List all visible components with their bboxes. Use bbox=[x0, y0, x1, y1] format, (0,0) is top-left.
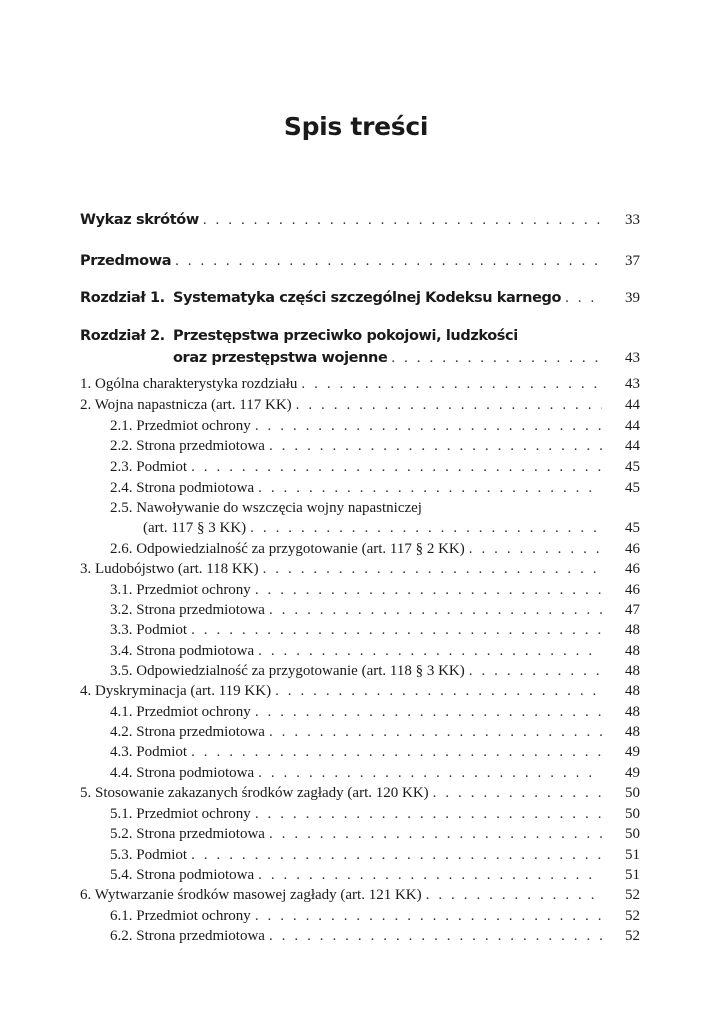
toc-entry-page: 52 bbox=[625, 887, 640, 903]
leader-dots bbox=[258, 643, 602, 660]
leader-dots bbox=[255, 582, 602, 599]
toc-entry-page: 47 bbox=[625, 602, 640, 618]
toc-entry-page: 48 bbox=[625, 622, 640, 638]
leader-dots bbox=[255, 908, 602, 925]
leader-dots bbox=[565, 290, 602, 307]
leader-dots bbox=[426, 887, 602, 904]
leader-dots bbox=[258, 867, 602, 884]
toc-entry-label: 4.1. Przedmiot ochrony bbox=[110, 704, 251, 720]
toc-entry-przedmowa[interactable] bbox=[80, 253, 640, 270]
toc-entry-label: Wykaz skrótów bbox=[80, 212, 199, 228]
toc-entry-label: 2.2. Strona przedmiotowa bbox=[110, 438, 265, 454]
toc-entry-page: 46 bbox=[625, 541, 640, 557]
leader-dots bbox=[203, 212, 602, 229]
toc-entry-page: 45 bbox=[625, 459, 640, 475]
leader-dots bbox=[191, 744, 602, 761]
toc-entry[interactable] bbox=[110, 867, 640, 884]
leader-dots bbox=[275, 683, 602, 700]
leader-dots bbox=[250, 520, 602, 537]
toc-entry-label: 5.3. Podmiot bbox=[110, 847, 188, 863]
toc-entry[interactable] bbox=[143, 520, 640, 537]
toc-entry-label: 5.2. Strona przedmiotowa bbox=[110, 826, 265, 842]
toc-entry-page: 46 bbox=[625, 561, 640, 577]
toc-entry[interactable] bbox=[110, 806, 640, 823]
toc-entry-label: 3.3. Podmiot bbox=[110, 622, 188, 638]
toc-entry[interactable] bbox=[110, 826, 640, 843]
toc-entry-page: 44 bbox=[625, 438, 640, 454]
toc-entry-label: 4.4. Strona podmiotowa bbox=[110, 765, 255, 781]
toc-entry[interactable] bbox=[110, 643, 640, 660]
leader-dots bbox=[269, 602, 602, 619]
chapter-number: Rozdział 2. bbox=[80, 328, 165, 344]
toc-entry[interactable] bbox=[80, 397, 640, 414]
leader-dots bbox=[469, 541, 602, 558]
toc-entry-label: 3.4. Strona podmiotowa bbox=[110, 643, 255, 659]
toc-entry-page: 45 bbox=[625, 480, 640, 496]
toc-entry-rozdzial-2[interactable] bbox=[80, 328, 640, 344]
leader-dots bbox=[255, 704, 602, 721]
toc-entry-page: 52 bbox=[625, 928, 640, 944]
page-title: Spis treści bbox=[283, 112, 429, 141]
toc-entry-page: 44 bbox=[625, 397, 640, 413]
toc-entry-label: 2.1. Przedmiot ochrony bbox=[110, 418, 251, 434]
toc-entry-page: 48 bbox=[625, 683, 640, 699]
toc-entry[interactable] bbox=[80, 785, 640, 802]
toc-entry-page: 33 bbox=[625, 212, 640, 228]
toc-entry-page: 44 bbox=[625, 418, 640, 434]
toc-entry-label: 3.2. Strona przedmiotowa bbox=[110, 602, 265, 618]
toc-entry[interactable] bbox=[110, 663, 640, 680]
toc-entry[interactable] bbox=[110, 928, 640, 945]
toc-entry[interactable] bbox=[110, 744, 640, 761]
toc-entry-label: 4.3. Podmiot bbox=[110, 744, 188, 760]
toc-entry-label: 2.6. Odpowiedzialność za przygotowanie (art. 117 § 2 KK) bbox=[110, 541, 465, 557]
leader-dots bbox=[258, 480, 602, 497]
toc-entry-label: 2.3. Podmiot bbox=[110, 459, 188, 475]
toc-entry-page: 37 bbox=[625, 253, 640, 269]
toc-entry[interactable] bbox=[110, 438, 640, 455]
toc-entry-rozdzial-2-cont[interactable] bbox=[173, 350, 640, 367]
toc-entry-page: 48 bbox=[625, 704, 640, 720]
leader-dots bbox=[269, 724, 602, 741]
toc-entry-page: 48 bbox=[625, 643, 640, 659]
toc-entry-label: 2.4. Strona podmiotowa bbox=[110, 480, 255, 496]
toc-entry-page: 49 bbox=[625, 744, 640, 760]
leader-dots bbox=[175, 253, 602, 270]
toc-entry-page: 46 bbox=[625, 582, 640, 598]
leader-dots bbox=[433, 785, 602, 802]
toc-entry[interactable] bbox=[110, 847, 640, 864]
toc-entry-label: 3.1. Przedmiot ochrony bbox=[110, 582, 251, 598]
toc-entry[interactable] bbox=[110, 418, 640, 435]
toc-entry-page: 50 bbox=[625, 806, 640, 822]
toc-entry-label: 2. Wojna napastnicza (art. 117 KK) bbox=[80, 397, 292, 413]
toc-entry-label: 5.4. Strona podmiotowa bbox=[110, 867, 255, 883]
toc-entry-label: 1. Ogólna charakterystyka rozdziału bbox=[80, 376, 298, 392]
leader-dots bbox=[391, 350, 602, 367]
leader-dots bbox=[269, 826, 602, 843]
toc-entry[interactable] bbox=[110, 459, 640, 476]
toc-entry[interactable] bbox=[110, 765, 640, 782]
toc-entry[interactable] bbox=[110, 704, 640, 721]
leader-dots bbox=[301, 376, 602, 393]
toc-entry[interactable] bbox=[80, 561, 640, 578]
toc-entry-label: 5. Stosowanie zakazanych środków zagłady (art. 120 KK) bbox=[80, 785, 429, 801]
leader-dots bbox=[269, 438, 602, 455]
leader-dots bbox=[269, 928, 602, 945]
toc-entry-label: 4. Dyskryminacja (art. 119 KK) bbox=[80, 683, 272, 699]
toc-entry-label: 2.5. Nawoływanie do wszczęcia wojny napastniczej bbox=[110, 500, 422, 516]
toc-entry-label: 4.2. Strona przedmiotowa bbox=[110, 724, 265, 740]
toc-entry[interactable] bbox=[110, 541, 640, 558]
toc-entry-label: 6.2. Strona przedmiotowa bbox=[110, 928, 265, 944]
toc-entry-wykaz[interactable] bbox=[80, 212, 640, 229]
toc-entry-label: 5.1. Przedmiot ochrony bbox=[110, 806, 251, 822]
toc-entry-page: 48 bbox=[625, 663, 640, 679]
toc-entry-label: Przedmowa bbox=[80, 253, 172, 269]
leader-dots bbox=[191, 622, 602, 639]
toc-entry-page: 52 bbox=[625, 908, 640, 924]
toc-entry-page: 49 bbox=[625, 765, 640, 781]
chapter-number: Rozdział 1. bbox=[80, 290, 165, 306]
toc-entry-page: 51 bbox=[625, 847, 640, 863]
chapter-title-line2: oraz przestępstwa wojenne bbox=[173, 350, 388, 366]
leader-dots bbox=[191, 847, 602, 864]
toc-entry-label: (art. 117 § 3 KK) bbox=[143, 520, 247, 536]
leader-dots bbox=[263, 561, 602, 578]
toc-entry-label: 3. Ludobójstwo (art. 118 KK) bbox=[80, 561, 259, 577]
toc-entry[interactable] bbox=[80, 683, 640, 700]
toc-entry-label: 3.5. Odpowiedzialność za przygotowanie (art. 118 § 3 KK) bbox=[110, 663, 465, 679]
toc-entry[interactable] bbox=[110, 622, 640, 639]
toc-entry[interactable] bbox=[80, 887, 640, 904]
chapter-title-line1: Przestępstwa przeciwko pokojowi, ludzkości bbox=[173, 328, 518, 344]
toc-entry-page: 43 bbox=[625, 350, 640, 366]
toc-entry[interactable] bbox=[110, 724, 640, 741]
toc-entry-page: 50 bbox=[625, 826, 640, 842]
leader-dots bbox=[255, 418, 602, 435]
leader-dots bbox=[255, 806, 602, 823]
toc-entry[interactable] bbox=[110, 602, 640, 619]
leader-dots bbox=[191, 459, 602, 476]
toc-entry-page: 45 bbox=[625, 520, 640, 536]
toc-entry-page: 43 bbox=[625, 376, 640, 392]
toc-entry-page: 50 bbox=[625, 785, 640, 801]
toc-entry-rozdzial-1[interactable] bbox=[80, 290, 640, 307]
leader-dots bbox=[296, 397, 602, 414]
toc-entry-page: 51 bbox=[625, 867, 640, 883]
toc-entry-label: 6.1. Przedmiot ochrony bbox=[110, 908, 251, 924]
leader-dots bbox=[469, 663, 602, 680]
leader-dots bbox=[258, 765, 602, 782]
toc-entry[interactable] bbox=[110, 500, 640, 517]
toc-entry[interactable] bbox=[110, 480, 640, 497]
toc-entry-page: 48 bbox=[625, 724, 640, 740]
toc-entry[interactable] bbox=[110, 582, 640, 599]
toc-entry[interactable] bbox=[80, 376, 640, 393]
toc-entry[interactable] bbox=[110, 908, 640, 925]
chapter-title: Systematyka części szczególnej Kodeksu karnego bbox=[173, 290, 562, 306]
toc-entry-page: 39 bbox=[625, 290, 640, 306]
toc-entry-label: 6. Wytwarzanie środków masowej zagłady (art. 121 KK) bbox=[80, 887, 422, 903]
